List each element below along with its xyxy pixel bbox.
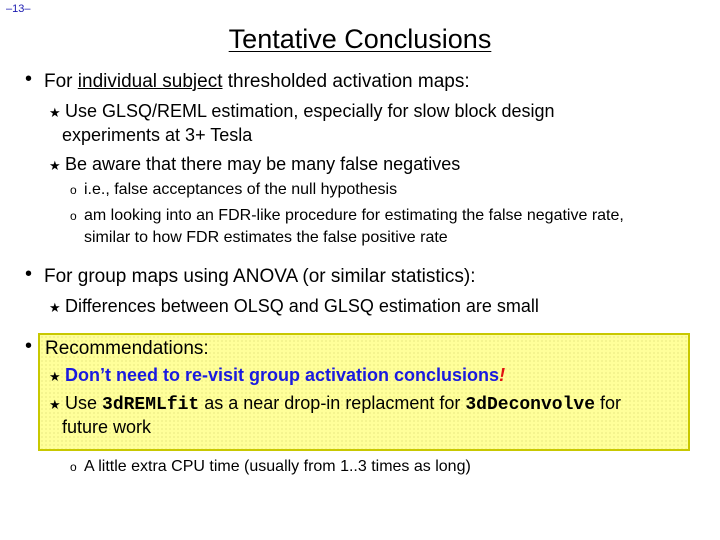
slide-number: –13–: [6, 3, 31, 15]
sub-bullet-future-work: future work: [62, 417, 152, 437]
code-3dremlfit: 3dREMLfit: [102, 395, 200, 415]
sub2b-line1: am looking into an FDR-like procedure for estimating the false negative rate,: [84, 207, 624, 224]
star-icon: ★: [49, 369, 61, 384]
hollow-o-icon: o: [70, 460, 77, 474]
exclamation-mark: !: [499, 365, 506, 385]
subsub-false-acceptances: [70, 181, 397, 199]
sub-bullet-glsq-line2: experiments at 3+ Tesla: [62, 125, 253, 145]
subsub-fdr-procedure-line2: similar to how FDR estimates the false positive rate: [84, 229, 448, 246]
slide-title: [0, 24, 720, 55]
subsub-cpu-time: [70, 458, 471, 476]
star-icon: ★: [49, 397, 61, 412]
sub2-text: Be aware that there may be many false negatives: [65, 154, 461, 174]
star-icon: ★: [49, 105, 61, 120]
sub-bullet-glsq: [49, 101, 555, 122]
bullet1-prefix: For: [44, 71, 78, 92]
sub2a-text: i.e., false acceptances of the null hypothesis: [84, 181, 398, 198]
hollow-o-icon: o: [70, 209, 77, 223]
sub-bullet-false-negatives: [49, 154, 460, 175]
use-text: Use: [65, 393, 103, 413]
star-icon: ★: [49, 300, 61, 315]
bullet-recommendations: Recommendations:: [45, 338, 209, 359]
bullet-dot-icon: •: [25, 68, 33, 90]
bullet1-underlined: individual subject: [77, 71, 223, 92]
bullet-dot-icon: •: [25, 335, 33, 357]
sub-bullet-use-3dremlfit: [49, 393, 621, 415]
bullet2-sub1: Differences between OLSQ and GLSQ estimation are small: [65, 296, 539, 316]
bullet-dot-icon: •: [25, 263, 33, 285]
subsub-fdr-procedure: [70, 207, 624, 225]
code-3ddeconvolve: 3dDeconvolve: [465, 395, 595, 415]
sub1-line1: Use GLSQ/REML estimation, especially for slow block design: [65, 101, 555, 121]
cpu-time-text: A little extra CPU time (usually from 1..3 times as long): [84, 458, 471, 475]
sub-bullet-dont-revisit: [49, 365, 505, 386]
bullet1-suffix: thresholded activation maps:: [222, 71, 470, 92]
dont-revisit-text: Don’t need to re-visit group activation conclusions: [65, 365, 500, 385]
star-icon: ★: [49, 158, 61, 173]
slide-title-text: Tentative Conclusions: [228, 24, 492, 54]
for-text: for: [595, 393, 622, 413]
replacement-text: as a near drop-in replacment for: [199, 393, 466, 413]
bullet-group-maps: For group maps using ANOVA (or similar statistics):: [44, 266, 476, 287]
bullet-individual-subject: [44, 71, 470, 93]
sub-bullet-olsq-glsq: [49, 296, 539, 317]
hollow-o-icon: o: [70, 183, 77, 197]
